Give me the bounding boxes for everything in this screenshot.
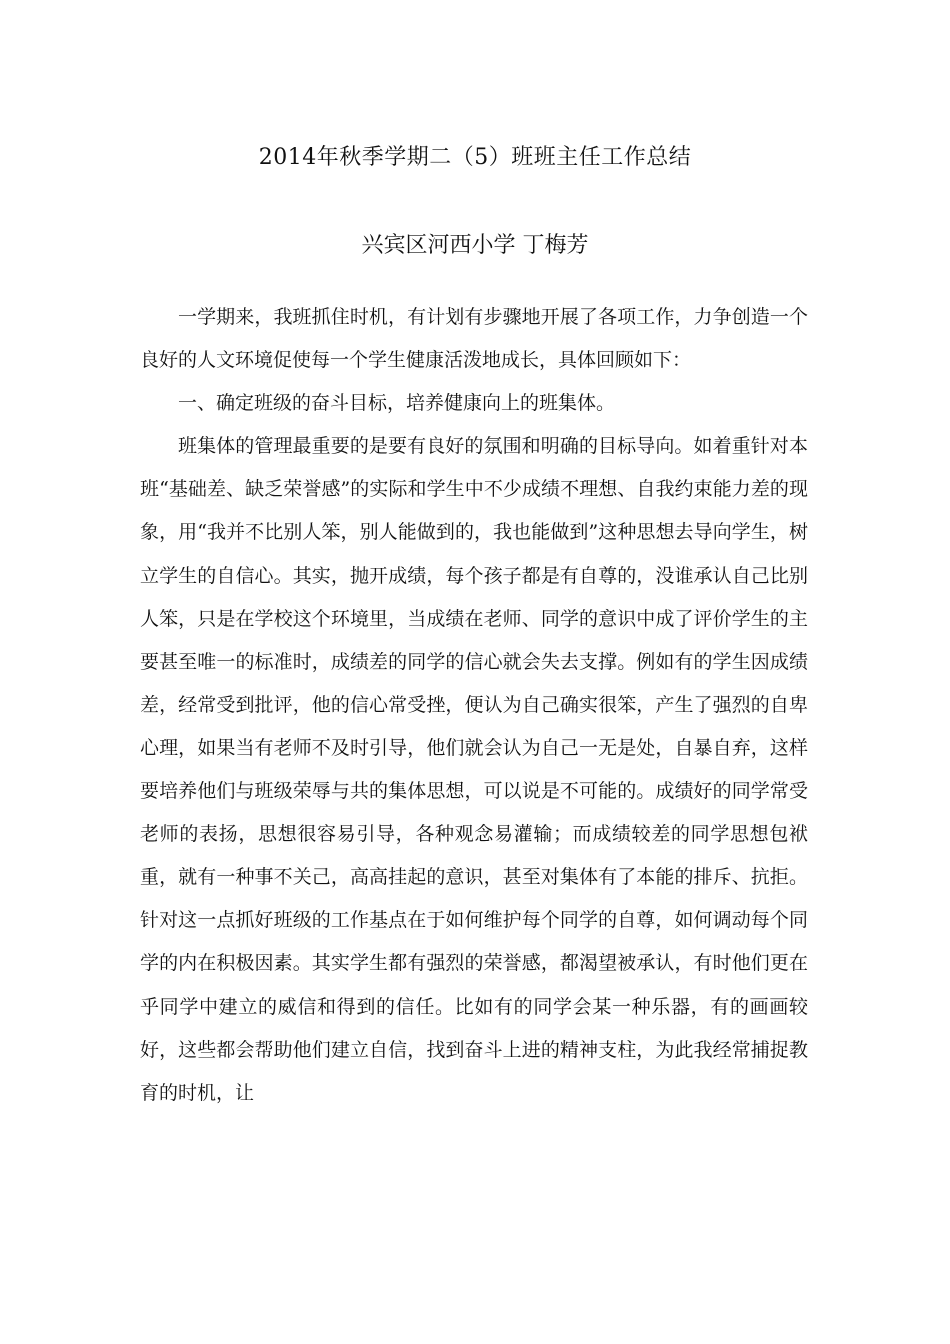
- paragraph-body: 班集体的管理最重要的是要有良好的氛围和明确的目标导向。如着重针对本班“基础差、缺乏荣誉感”的实际和学生中不少成绩不理想、自我约束能力差的现象，用“我并不比别人笨，别人能做到的，我也能做到”这种思想去导向学生，树立学生的自信心。其实，抛开成绩，每个孩子都是有自尊的，没谁承认自己比别人笨，只是在学校这个环境里，当成绩在老师、同学的意识中成了评价学生的主要甚至唯一的标准时，成绩差的同学的信心就会失去支撑。例如有的学生因成绩差，经常受到批评，他的信心常受挫，便认为自己确实很笨，产生了强烈的自卑心理，如果当有老师不及时引导，他们就会认为自己一无是处，自暴自弃，这样要培养他们与班级荣辱与共的集体思想，可以说是不可能的。成绩好的同学常受老师的表扬，思想很容易引导，各种观念易灌输；而成绩较差的同学思想包袱重，就有一种事不关己，高高挂起的意识，甚至对集体有了本能的排斥、抗拒。针对这一点抓好班级的工作基点在于如何维护每个同学的自尊，如何调动每个同学的内在积极因素。其实学生都有强烈的荣誉感，都渴望被承认，有时他们更在乎同学中建立的威信和得到的信任。比如有的同学会某一种乐器，有的画画较好，这些都会帮助他们建立自信，找到奋斗上进的精神支柱，为此我经常捕捉教育的时机，让: [140, 435, 808, 1104]
- document-body: [140, 296, 808, 1115]
- section-heading: 一、确定班级的奋斗目标，培养健康向上的班集体。: [178, 392, 616, 415]
- document-title: 2014年秋季学期二（5）班班主任工作总结: [258, 145, 692, 170]
- document-author: 兴宾区河西小学 丁梅芳: [361, 233, 589, 258]
- paragraph-intro: 一学期来，我班抓住时机，有计划有步骤地开展了各项工作，力争创造一个良好的人文环境促使每一个学生健康活泼地成长，具体回顾如下：: [140, 306, 808, 372]
